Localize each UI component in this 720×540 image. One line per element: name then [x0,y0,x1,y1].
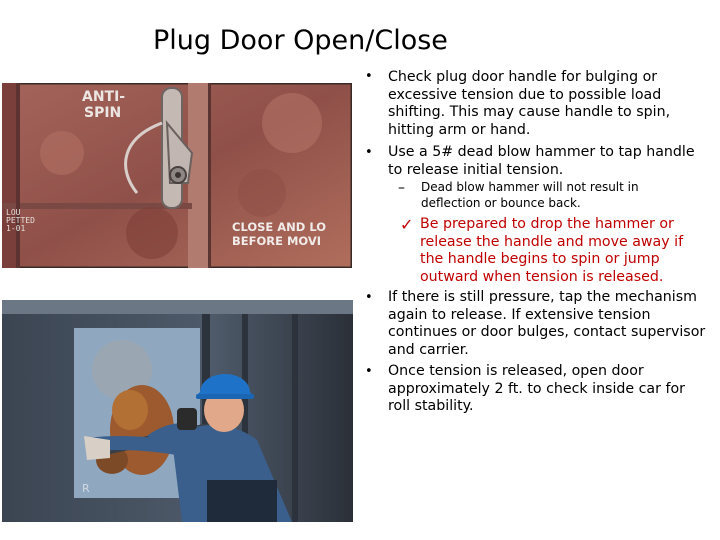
bullet-marker: • [365,364,373,379]
stencil-spin: SPIN [84,105,122,121]
stencil-close-and-lock: CLOSE AND LO [232,220,327,234]
stencil-before-moving: BEFORE MOVI [232,234,322,248]
check-warning: Be prepared to drop the hammer or release the handle and move away if the handle begins to spin or jump outward when tension is released. [420,216,684,285]
bullet-marker: • [365,290,373,305]
dash-marker: – [398,180,405,196]
side-letter: R [82,482,90,495]
slide-title: Plug Door Open/Close [153,25,448,56]
stencil-petted: PETTED [6,216,35,225]
bullet-2: Use a 5# dead blow hammer to tap handle to release initial tension. [388,144,695,178]
sub-bullet-dead-blow: Dead blow hammer will not result in deflection or bounce back. [421,180,639,210]
stencil-date: 1-01 [6,224,26,233]
bullet-marker: • [365,145,373,160]
stencil-lou: LOU [6,208,21,217]
bullet-3: If there is still pressure, tap the mechanism again to release. If extensive tension continues or door bulges, contact supervisor and carrier. [388,289,706,358]
stencil-anti: ANTI- [82,89,126,105]
bullet-marker: • [365,69,373,84]
check-icon: ✓ [400,215,414,234]
bullet-4: Once tension is released, open door approximately 2 ft. to check inside car for roll stability. [388,363,685,415]
bullet-1: Check plug door handle for bulging or excessive tension due to possible load shifting. This may cause handle to spin, hitting arm or hand. [388,69,671,138]
